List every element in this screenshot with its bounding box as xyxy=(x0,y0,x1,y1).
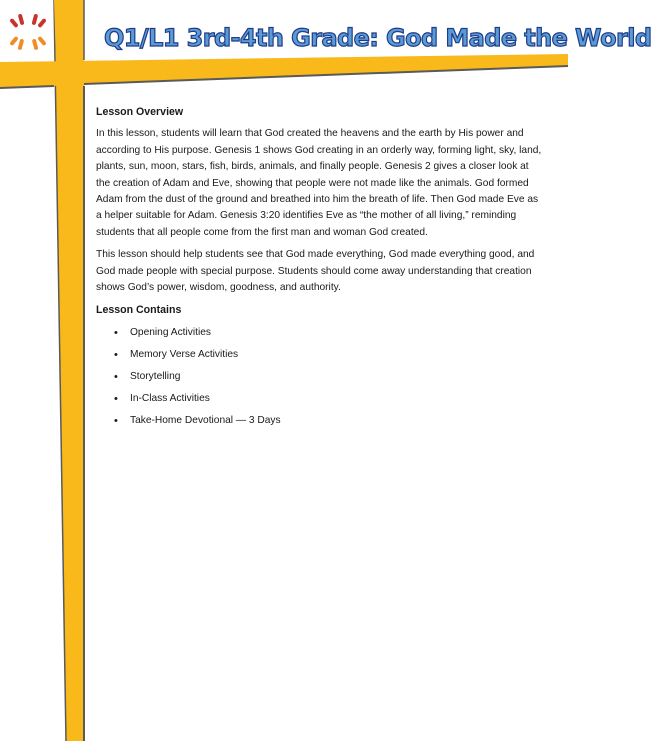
lesson-content xyxy=(96,104,544,435)
page-title: Q1/L1 3rd-4th Grade: God Made the World xyxy=(104,24,651,52)
overview-paragraph-1: In this lesson, students will learn that God created the heavens and the earth by His power and according to His purpose. Genesis 1 shows God creating in an orderly way, forming light, sky, land, plants, sun, moon, stars, fish, birds, animals, and finally people. Genesis 2 gives a closer look at the creation of Adam and Eve, showing that people were not made like the animals. God formed Adam from the dust of the ground and breathed into him the breath of life. Then God made Eve as a helper suitable for Adam. Genesis 3:20 identifies Eve as “the mother of all living,” reminding students that all people come from the first man and woman God created. xyxy=(96,128,542,238)
contains-heading: Lesson Contains xyxy=(96,304,182,317)
cross-sunburst-logo-icon xyxy=(8,12,48,52)
overview-paragraph-2: This lesson should help students see that God made everything, God made everything good, and God made people with special purpose. Students should come away understanding that creation shows God’s power, wisdom, goodness, and authority. xyxy=(96,249,535,294)
contains-list xyxy=(96,325,544,435)
cross-vertical-bar xyxy=(54,0,84,741)
cross-horizontal-bar xyxy=(0,54,568,88)
list-item: • Opening Activities xyxy=(96,325,544,347)
overview-heading: Lesson Overview xyxy=(96,106,184,118)
list-item: • In-Class Activities xyxy=(96,391,544,413)
list-item: • Memory Verse Activities xyxy=(96,347,544,369)
list-item: • Take-Home Devotional — 3 Days xyxy=(96,413,544,435)
list-item: • Storytelling xyxy=(96,369,544,391)
